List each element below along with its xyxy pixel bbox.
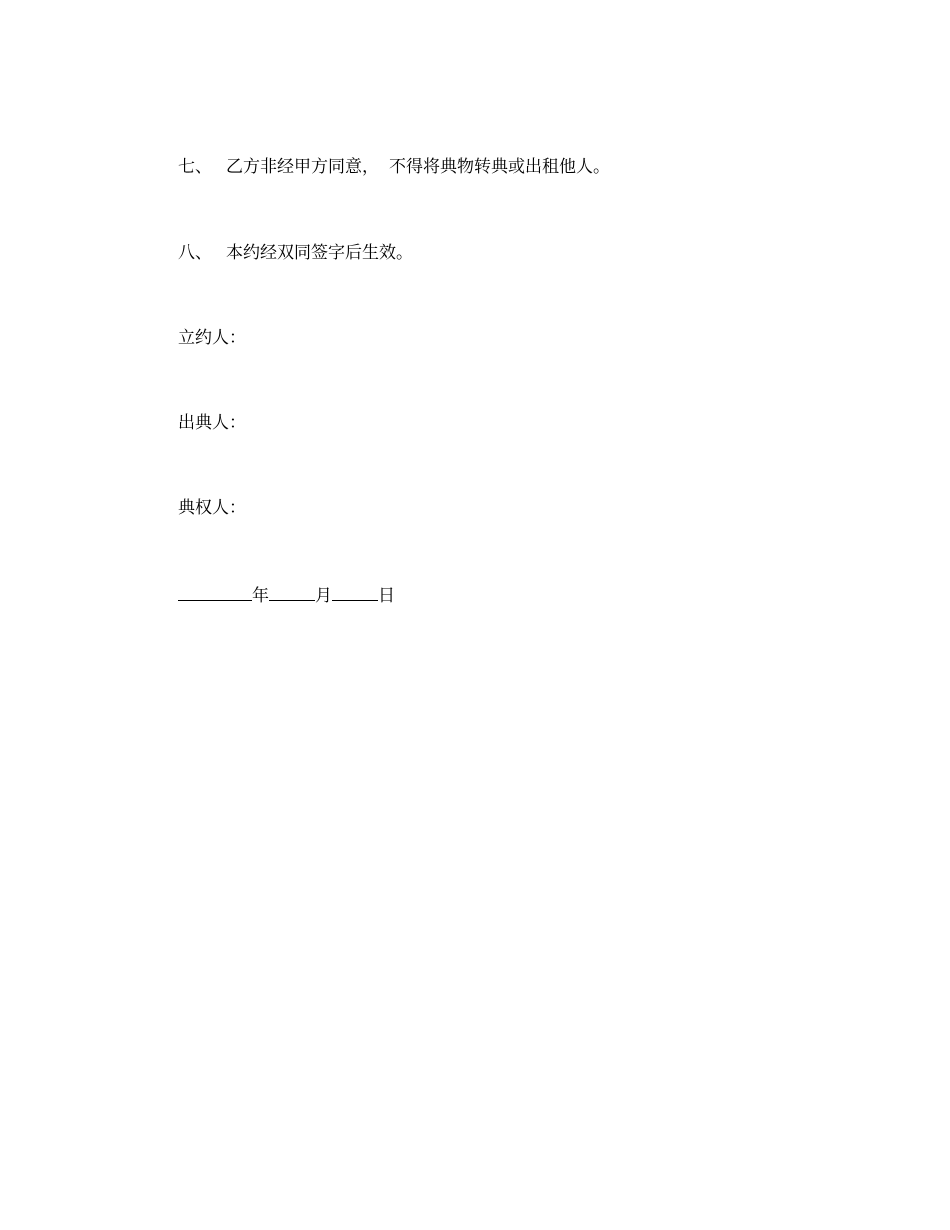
- month-label: 月: [315, 586, 332, 606]
- signature-pledgee-label: 典权人：: [178, 498, 246, 518]
- clause-7: [178, 156, 610, 178]
- signature-pledgor-label: 出典人：: [178, 413, 246, 433]
- signature-pledgee: [178, 497, 246, 519]
- year-blank: [178, 582, 252, 601]
- month-blank: [269, 582, 315, 601]
- year-label: 年: [252, 586, 269, 606]
- clause-7-text-part2: 不得将典物转典或出租他人。: [389, 157, 610, 177]
- signature-party: [178, 327, 246, 349]
- day-label: 日: [378, 586, 395, 606]
- clause-7-number: 七、: [178, 157, 212, 177]
- clause-8: [178, 242, 413, 264]
- signature-party-label: 立约人：: [178, 328, 246, 348]
- clause-8-text: 本约经双同签字后生效。: [226, 243, 413, 263]
- date-line: [178, 582, 395, 607]
- signature-pledgor: [178, 412, 246, 434]
- clause-8-number: 八、: [178, 243, 212, 263]
- day-blank: [332, 582, 378, 601]
- clause-7-text-part1: 乙方非经甲方同意，: [226, 157, 379, 177]
